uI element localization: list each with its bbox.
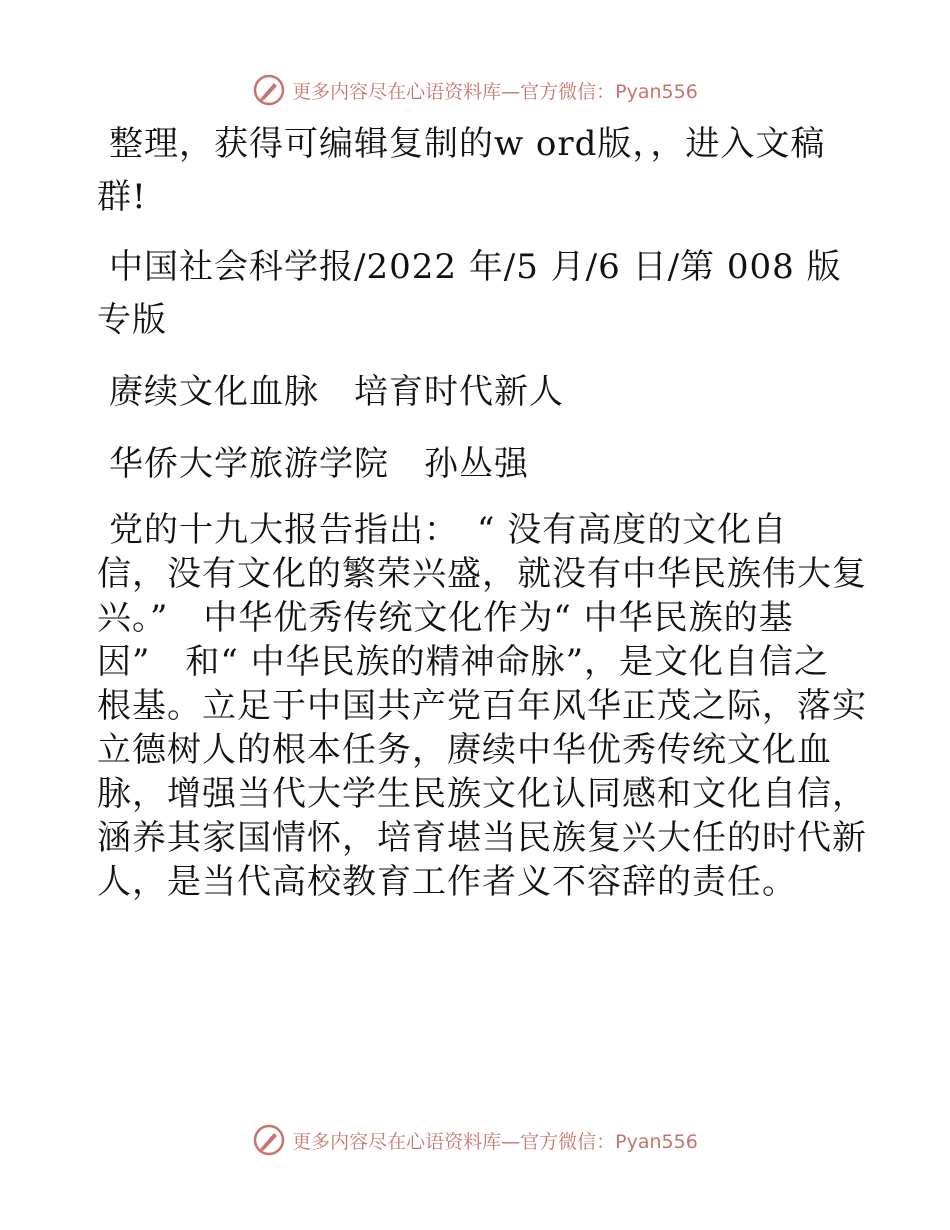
watermark-text: 更多内容尽在心语资料库—官方微信：Pyan556 bbox=[292, 80, 698, 103]
pen-logo-icon bbox=[252, 1123, 286, 1157]
intro-paragraph: 整理，获得可编辑复制的w ord版，，进入文稿群! bbox=[97, 124, 826, 217]
article-paragraph bbox=[97, 508, 867, 904]
document-body bbox=[97, 118, 867, 904]
watermark-text: 更多内容尽在心语资料库—官方微信：Pyan556 bbox=[292, 1130, 698, 1153]
paragraph-line: 脉，增强当代大学生民族文化认同感和文化自信， bbox=[97, 774, 867, 814]
article-title: 赓续文化血脉 培育时代新人 bbox=[109, 372, 564, 412]
paragraph-line: 信，没有文化的繁荣兴盛，就没有中华民族伟大复 bbox=[97, 554, 867, 594]
watermark-footer bbox=[0, 1120, 950, 1160]
paragraph-line: 党的十九大报告指出： “ 没有高度的文化自 bbox=[109, 510, 788, 550]
paragraph-line: 因” 和“ 中华民族的精神命脉”，是文化自信之 bbox=[97, 642, 829, 682]
source-line: 中国社会科学报/2022 年/5 月/6 日/第 008 版专版 bbox=[97, 247, 842, 340]
paragraph-line: 人，是当代高校教育工作者义不容辞的责任。 bbox=[97, 862, 797, 902]
pen-logo-icon bbox=[252, 73, 286, 107]
paragraph-line: 根基。立足于中国共产党百年风华正茂之际，落实 bbox=[97, 686, 867, 726]
paragraph-line: 涵养其家国情怀，培育堪当民族复兴大任的时代新 bbox=[97, 818, 867, 858]
article-author: 华侨大学旅游学院 孙丛强 bbox=[109, 444, 529, 484]
paragraph-line: 立德树人的根本任务，赓续中华优秀传统文化血 bbox=[97, 730, 832, 770]
paragraph-line: 兴。” 中华优秀传统文化作为“ 中华民族的基 bbox=[97, 598, 794, 638]
watermark-header bbox=[0, 70, 950, 110]
